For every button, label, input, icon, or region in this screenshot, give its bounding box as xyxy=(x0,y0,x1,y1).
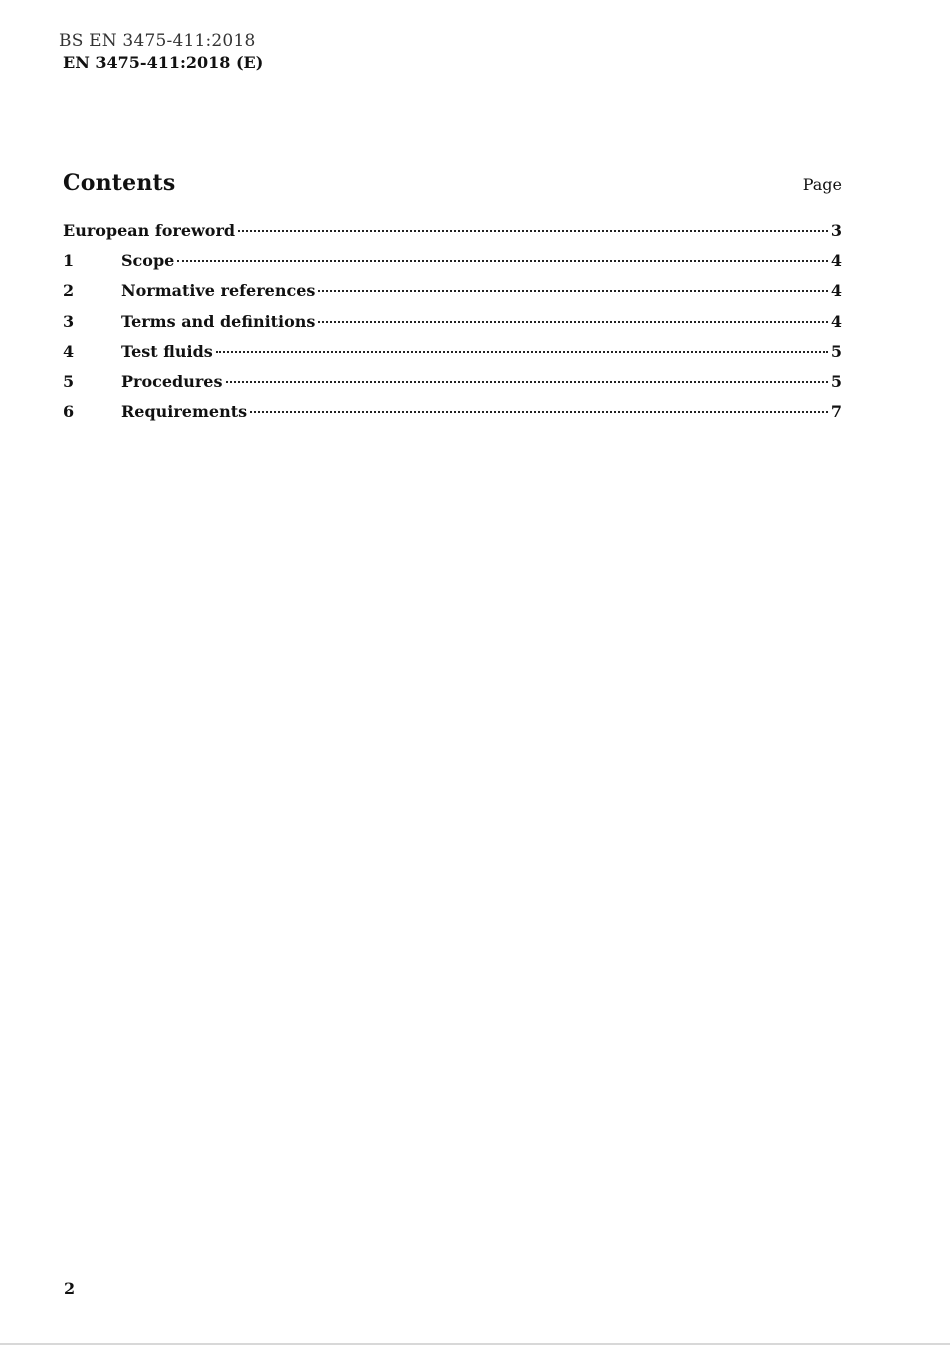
toc-entry-label: Scope xyxy=(121,251,175,271)
contents-title: Contents xyxy=(63,170,176,196)
toc-entry-label: Terms and definitions xyxy=(121,311,316,331)
dot-leader xyxy=(226,381,828,383)
toc-entry-label: European foreword xyxy=(63,221,236,240)
dot-leader xyxy=(238,230,828,232)
page-column-label: Page xyxy=(802,175,842,194)
dot-leader xyxy=(250,411,828,413)
toc-entry-procedures[interactable] xyxy=(63,372,842,402)
toc-entry-scope[interactable] xyxy=(63,251,842,281)
toc-entry-page: 4 xyxy=(830,311,842,331)
dot-leader xyxy=(216,351,828,353)
toc-entry-page: 4 xyxy=(830,251,842,271)
table-of-contents xyxy=(63,221,842,432)
contents-heading xyxy=(63,170,842,196)
document-code: EN 3475-411:2018 (E) xyxy=(63,53,264,72)
toc-entry-number: 2 xyxy=(63,281,75,301)
toc-entry-page: 7 xyxy=(830,402,842,422)
dot-leader xyxy=(318,290,827,292)
toc-entry-normative-references[interactable] xyxy=(63,281,842,311)
standard-code: BS EN 3475-411:2018 xyxy=(59,31,256,51)
toc-entry-number: 4 xyxy=(63,341,75,361)
toc-entry-number: 3 xyxy=(63,311,75,331)
toc-entry-requirements[interactable] xyxy=(63,402,842,432)
toc-entry-number: 1 xyxy=(63,251,75,271)
toc-entry-number: 6 xyxy=(63,402,75,422)
toc-entry-page: 4 xyxy=(830,281,842,301)
toc-entry-number: 5 xyxy=(63,371,75,391)
toc-entry-label: Test fluids xyxy=(121,341,213,361)
toc-entry-terms-and-definitions[interactable] xyxy=(63,312,842,342)
toc-entry-label: Procedures xyxy=(121,371,223,391)
page-number: 2 xyxy=(64,1279,76,1298)
toc-entry-label: Normative references xyxy=(121,281,316,301)
dot-leader xyxy=(318,321,827,323)
toc-entry-test-fluids[interactable] xyxy=(63,342,842,372)
toc-entry-label: Requirements xyxy=(121,402,248,422)
page-header xyxy=(59,30,263,74)
dot-leader xyxy=(177,260,828,262)
toc-entry-european-foreword[interactable] xyxy=(63,221,842,251)
toc-entry-page: 3 xyxy=(830,221,842,240)
toc-entry-page: 5 xyxy=(830,371,842,391)
toc-entry-page: 5 xyxy=(830,341,842,361)
